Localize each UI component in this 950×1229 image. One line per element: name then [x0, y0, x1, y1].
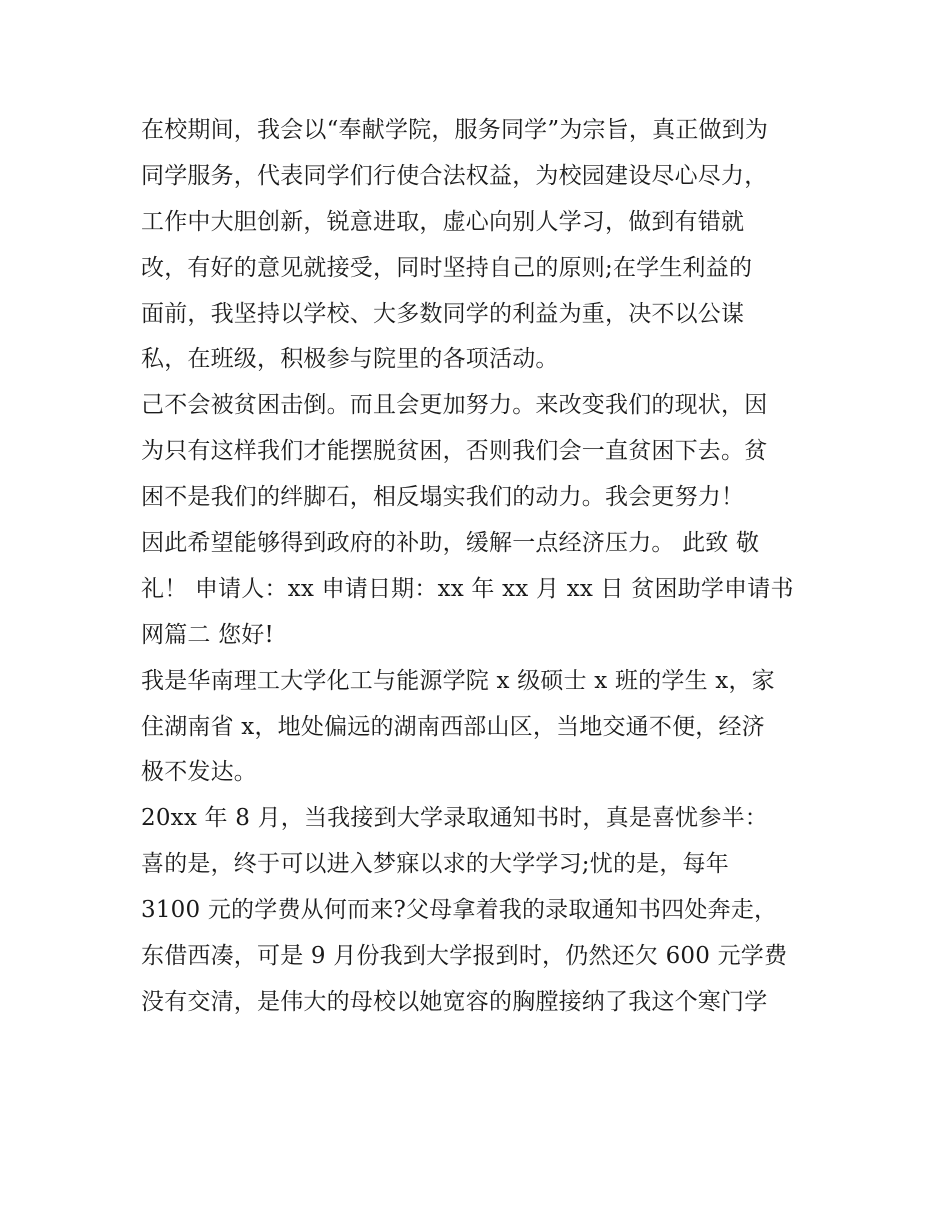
- text-line: 礼！ 申请人：xx 申请日期：xx 年 xx 月 xx 日 贫困助学申请书: [141, 575, 794, 602]
- document-body: [141, 108, 821, 1026]
- text-line: 同学服务，代表同学们行使合法权益，为校园建设尽心尽力，: [141, 162, 768, 189]
- text-line: 住湖南省 x，地处偏远的湖南西部山区，当地交通不便，经济: [141, 713, 765, 740]
- text-line: 私，在班级，积极参与院里的各项活动。: [141, 346, 559, 373]
- text-line: 改，有好的意见就接受，同时坚持自己的原则;在学生利益的: [141, 254, 753, 281]
- text-line: 因此希望能够得到政府的补助，缓解一点经济压力。 此致 敬: [141, 530, 760, 557]
- text-line: 喜的是，终于可以进入梦寐以求的大学学习;忧的是，每年: [141, 851, 729, 878]
- text-line: 没有交清，是伟大的母校以她宽容的胸膛接纳了我这个寒门学: [141, 988, 768, 1015]
- text-line: 困不是我们的绊脚石，相反塌实我们的动力。我会更努力！: [141, 484, 745, 511]
- text-line: 我是华南理工大学化工与能源学院 x 级硕士 x 班的学生 x，家: [141, 667, 775, 694]
- text-line: 3100 元的学费从何而来?父母拿着我的录取通知书四处奔走，: [141, 897, 778, 924]
- text-line: 20xx 年 8 月，当我接到大学录取通知书时，真是喜忧参半：: [141, 805, 768, 832]
- text-line: 在校期间，我会以“奉献学院，服务同学”为宗旨，真正做到为: [141, 117, 769, 143]
- text-line: 工作中大胆创新，锐意进取，虚心向别人学习，做到有错就: [141, 208, 745, 235]
- text-line: 为只有这样我们才能摆脱贫困，否则我们会一直贫困下去。贫: [141, 438, 768, 465]
- text-line: 面前，我坚持以学校、大多数同学的利益为重，决不以公谋: [141, 300, 745, 327]
- text-line: 网篇二 您好!: [141, 621, 274, 648]
- text-line: 东借西凑，可是 9 月份我到大学报到时，仍然还欠 600 元学费: [141, 943, 788, 970]
- text-line: 极不发达。: [141, 759, 257, 786]
- text-line: 己不会被贫困击倒。而且会更加努力。来改变我们的现状，因: [141, 392, 768, 419]
